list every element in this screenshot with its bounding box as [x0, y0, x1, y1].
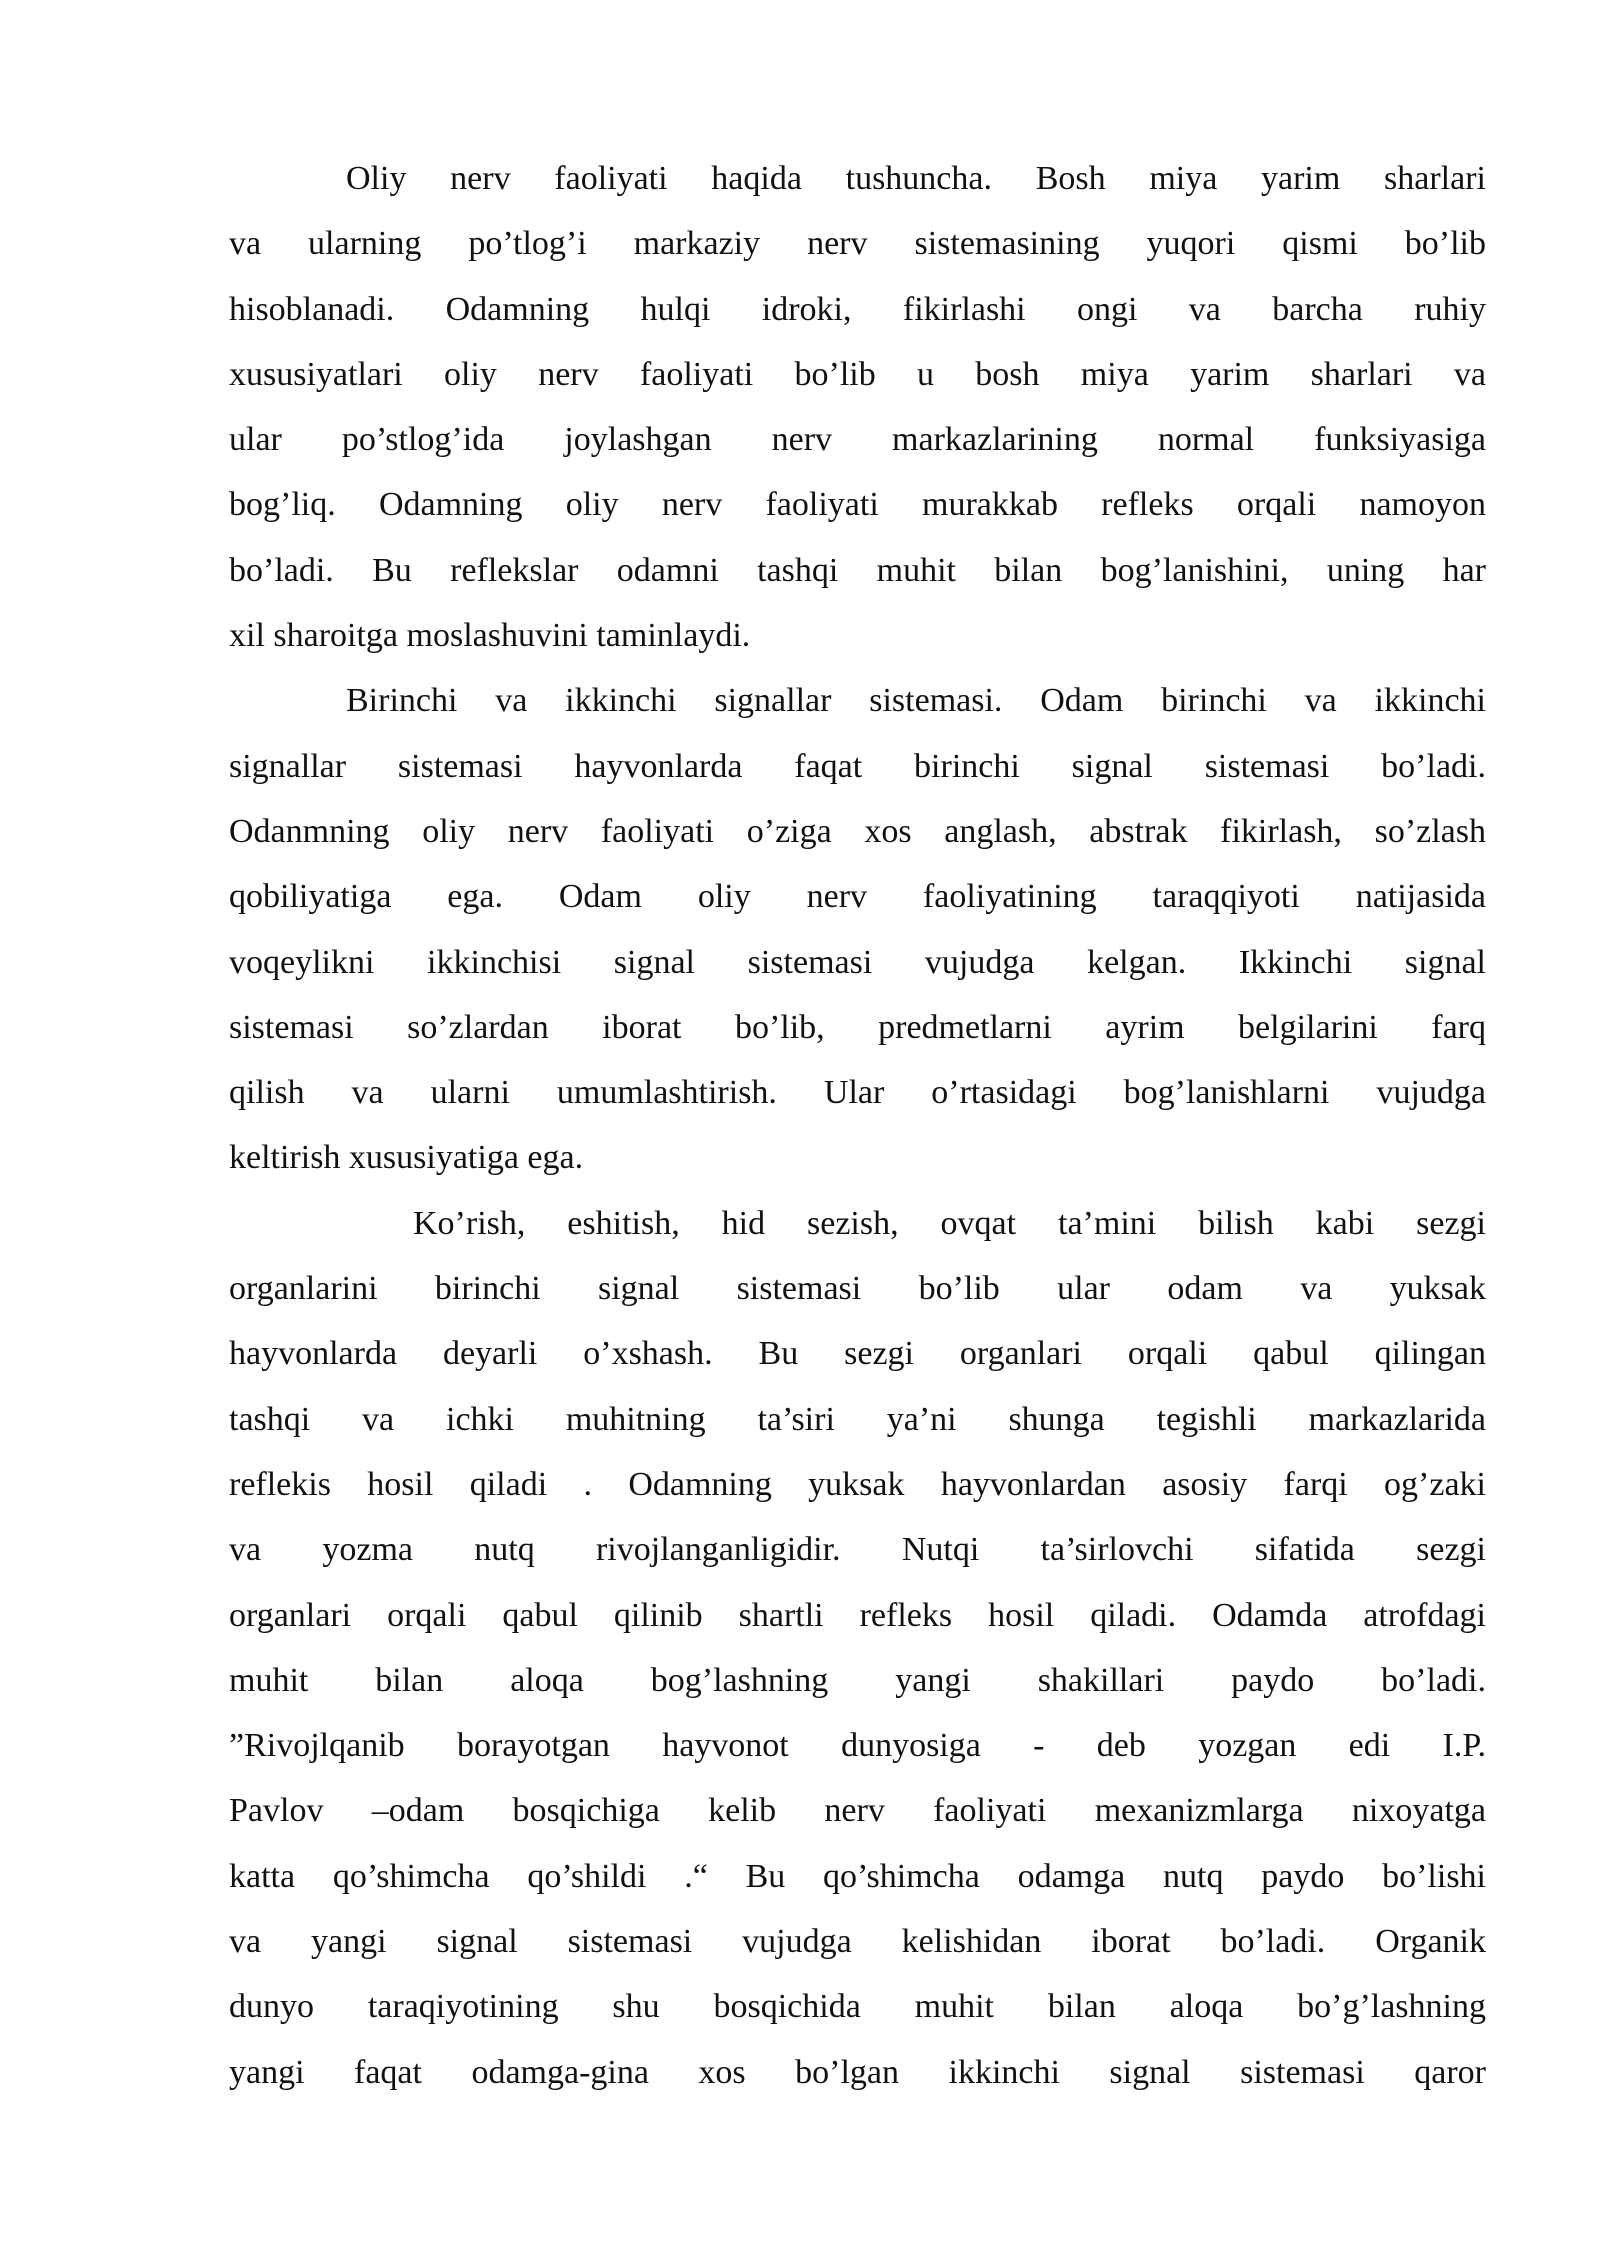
text-line: ”Rivojlqanib borayotgan hayvonot dunyosiga - deb yozgan edi I.P.: [229, 1727, 1486, 1765]
document-text: [229, 146, 1486, 2105]
text-line: va ularning po’tlog’i markaziy nerv sistemasining yuqori qismi bo’lib: [229, 225, 1486, 263]
text-line-paragraph-3-start: Ko’rish, eshitish, hid sezish, ovqat ta’mini bilish kabi sezgi: [413, 1204, 1486, 1242]
text-line: tashqi va ichki muhitning ta’siri ya’ni shunga tegishli markazlarida: [229, 1400, 1486, 1438]
text-line: qilish va ularni umumlashtirish. Ular o’rtasidagi bog’lanishlarni vujudga: [229, 1074, 1486, 1112]
text-line-paragraph-1-heading: Oliy nerv faoliyati haqida tushuncha. Bosh miya yarim sharlari: [346, 160, 1486, 197]
text-line: katta qo’shimcha qo’shildi .“ Bu qo’shimcha odamga nutq paydo bo’lishi: [229, 1857, 1486, 1895]
text-line: xususiyatlari oliy nerv faoliyati bo’lib u bosh miya yarim sharlari va: [229, 355, 1486, 393]
text-line: reflekis hosil qiladi . Odamning yuksak hayvonlardan asosiy farqi og’zaki: [229, 1465, 1486, 1503]
text-line: bo’ladi. Bu reflekslar odamni tashqi muhit bilan bog’lanishini, uning har: [229, 551, 1486, 589]
text-line: dunyo taraqiyotining shu bosqichida muhit bilan aloqa bo’g’lashning: [229, 1988, 1486, 2026]
text-line: bog’liq. Odamning oliy nerv faoliyati murakkab refleks orqali namoyon: [229, 486, 1486, 524]
text-line: yangi faqat odamga-gina xos bo’lgan ikkinchi signal sistemasi qaror: [229, 2053, 1486, 2091]
text-line: voqeylikni ikkinchisi signal sistemasi vujudga kelgan. Ikkinchi signal: [229, 943, 1486, 981]
text-line: organlarini birinchi signal sistemasi bo’lib ular odam va yuksak: [229, 1270, 1486, 1308]
text-line: muhit bilan aloqa bog’lashning yangi shakillari paydo bo’ladi.: [229, 1661, 1486, 1699]
text-line: sistemasi so’zlardan iborat bo’lib, predmetlarni ayrim belgilarini farq: [229, 1008, 1486, 1046]
text-line: va yozma nutq rivojlanganligidir. Nutqi ta’sirlovchi sifatida sezgi: [229, 1531, 1486, 1569]
text-line: qobiliyatiga ega. Odam oliy nerv faoliyatining taraqqiyoti natijasida: [229, 878, 1486, 916]
text-line: Pavlov –odam bosqichiga kelib nerv faoliyati mexanizmlarga nixoyatga: [229, 1792, 1486, 1830]
text-line: signallar sistemasi hayvonlarda faqat birinchi signal sistemasi bo’ladi.: [229, 747, 1486, 785]
text-line-paragraph-2-heading: Birinchi va ikkinchi signallar sistemasi. Odam birinchi va ikkinchi: [346, 682, 1486, 720]
text-line: keltirish xususiyatiga ega.: [229, 1139, 584, 1177]
text-line: ular po’stlog’ida joylashgan nerv markazlarining normal funksiyasiga: [229, 421, 1486, 459]
text-line: va yangi signal sistemasi vujudga kelishidan iborat bo’ladi. Organik: [229, 1923, 1486, 1961]
text-line: Odanmning oliy nerv faoliyati o’ziga xos anglash, abstrak fikirlash, so’zlash: [229, 812, 1486, 850]
text-line: hayvonlarda deyarli o’xshash. Bu sezgi organlari orqali qabul qilingan: [229, 1335, 1486, 1373]
text-line: organlari orqali qabul qilinib shartli refleks hosil qiladi. Odamda atrofdagi: [229, 1596, 1486, 1634]
text-line: hisoblanadi. Odamning hulqi idroki, fikirlashi ongi va barcha ruhiy: [229, 290, 1486, 328]
text-line: xil sharoitga moslashuvini taminlaydi.: [229, 617, 751, 655]
